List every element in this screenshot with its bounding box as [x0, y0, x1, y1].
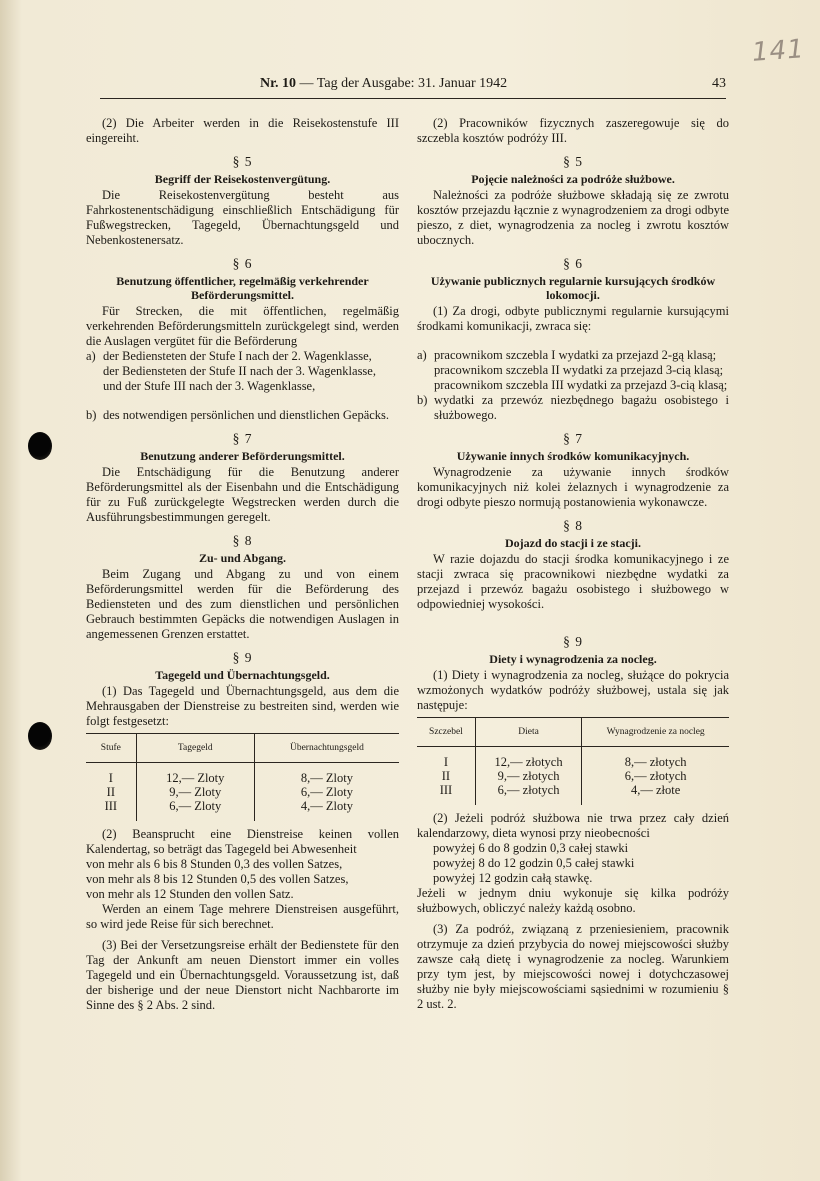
section-text: Należności za podróże służbowe składają się ze zwrotu kosztów przejazdu łącznie z wynagrodzeniem za drogi odbyte pieszo, z diet, wynagrodzenia za nocleg i zwrotu kosztów ubocznych.	[417, 188, 729, 247]
table-cell: II	[441, 769, 451, 783]
table-cell: 4,— złote	[582, 783, 729, 797]
table-cell: I	[108, 771, 113, 785]
list-text: wydatki za przewóz niezbędnego bagażu osobistego i służbowego.	[434, 393, 729, 422]
table-cell: 9,— złotych	[475, 769, 581, 783]
section-text: Die Reisekostenvergütung besteht aus Fahrkostenentschädigung einschließlich Entschädigung für Fußwegstrecken, Tagegeld, Übernachtungsgeld und Nebenkostenersatz.	[86, 188, 399, 247]
german-column	[86, 116, 399, 1013]
rates-table	[86, 733, 399, 821]
section-title: Używanie innych środków komunikacyjnych.	[456, 449, 690, 463]
section-text: (1) Das Tagegeld und Übernachtungsgeld, aus dem die Mehrausgaben der Dienstreise zu bestreiten sind, werden wie folgt festgesetzt:	[86, 684, 399, 728]
section-text: Für Strecken, die mit öffentlichen, regelmäßig verkehrenden Beförderungsmitteln zurückgelegt sind, werden die Auslagen vergütet für die Beförderung	[86, 304, 399, 348]
column-header: Übernachtungsgeld	[254, 734, 399, 763]
section-heading: § 8	[232, 533, 253, 548]
page-header	[100, 76, 726, 96]
table-cell: III	[104, 799, 118, 813]
issue-line	[260, 76, 507, 92]
column-header: Stufe	[86, 734, 136, 763]
list-continuation: pracownikom szczebla III wydatki za przejazd 3-cią klasą;	[434, 378, 728, 392]
list-continuation: und der Stufe III nach der 3. Wagenklasse,	[103, 379, 316, 393]
column-header: Szczebel	[417, 718, 475, 747]
section-title: Begriff der Reisekostenvergütung.	[154, 172, 331, 186]
column-header: Tagegeld	[136, 734, 254, 763]
list-continuation: pracownikom szczebla II wydatki za przejazd 3-cią klasą;	[434, 363, 724, 377]
punch-hole-top	[28, 432, 52, 460]
table-row	[86, 771, 399, 785]
table-cell: 12,— Zloty	[136, 771, 254, 785]
handwritten-annotation: 141	[751, 34, 806, 68]
rate-line: von mehr als 6 bis 8 Stunden 0,3 des vollen Satzes,	[86, 857, 343, 871]
section-heading: § 9	[232, 650, 253, 665]
rate-line: powyżej 6 do 8 godzin 0,3 całej stawki	[433, 841, 629, 855]
section-text: (2) Beansprucht eine Dienstreise keinen vollen Kalendertag, so beträgt das Tagegeld bei Abwesenheit	[86, 827, 399, 856]
section-heading: § 8	[563, 518, 583, 533]
section-text: W razie dojazdu do stacji środka komunikacyjnego i ze stacji zwraca się pracownikowi niezbędne wydatki za przejazd i przewóz bagażu osobistego i służbowego w odpowiedniej wysokości.	[417, 552, 729, 611]
section-heading: § 5	[232, 154, 253, 169]
table-cell: 12,— złotych	[475, 755, 581, 769]
section-title: Dojazd do stacji i ze stacji.	[505, 536, 641, 550]
section-text: (2) Jeżeli podróż służbowa nie trwa przez cały dzień kalendarzowy, dieta wynosi przy nieobecności	[417, 811, 729, 840]
rate-line: von mehr als 8 bis 12 Stunden 0,5 des vollen Satzes,	[86, 872, 349, 886]
enumerated-list	[417, 393, 729, 423]
table-cell: 9,— Zloty	[136, 785, 254, 799]
list-item	[417, 393, 729, 423]
table-cell: 6,— złotych	[475, 783, 581, 797]
table-row	[86, 799, 399, 813]
list-marker: a)	[417, 348, 427, 362]
section-title: Pojęcie należności za podróże służbowe.	[471, 172, 675, 186]
section-text: Werden an einem Tage mehrere Dienstreisen ausgeführt, so wird jede Reise für sich berechnet.	[86, 902, 399, 931]
header-rule	[100, 98, 726, 99]
section-text: (1) Diety i wynagrodzenia za nocleg, służące do pokrycia wzmożonych wydatków podróży służbowej, ustala się jak następuje:	[417, 668, 729, 712]
section-text: Beim Zugang und Abgang zu und von einem Beförderungsmittel werden für die Beförderung des Bediensteten und des zum dienstlichen und persönlichen Gebrauch bestimmten Gepäcks die notwendigen Auslagen in angemessenen Grenzen erstattet.	[86, 567, 399, 641]
section-title: Benutzung anderer Beförderungsmittel.	[140, 449, 345, 463]
section-title: Benutzung öffentlicher, regelmäßig verkehrender Beförderungsmittel.	[116, 274, 369, 302]
section-text: (3) Za podróż, związaną z przeniesieniem, pracownik otrzymuje za dzień przybycia do nowej miejscowości służby zawsze całą dietę i wynagrodzenie za nocleg. Warunkiem przy tym jest, by miejscowości nowej i dotychczasowej służby nie były miejscowościami sąsiednimi w rozumieniu § 2 ust. 2.	[417, 922, 729, 1011]
table-cell: 6,— Zloty	[136, 799, 254, 813]
intro-paragraph: (2) Die Arbeiter werden in die Reisekostenstufe III eingereiht.	[86, 116, 399, 145]
section-title: Używanie publicznych regularnie kursujących środków lokomocji.	[430, 274, 716, 302]
table-header-row	[417, 718, 729, 747]
list-item	[417, 348, 729, 363]
table-cell: I	[443, 755, 449, 769]
section-heading: § 7	[232, 431, 253, 446]
list-marker: a)	[86, 349, 96, 363]
enumerated-list	[417, 348, 729, 363]
section-heading: § 9	[563, 634, 583, 649]
column-header: Wynagrodzenie za nocleg	[582, 718, 729, 747]
column-header: Dieta	[475, 718, 581, 747]
table-row	[417, 755, 729, 769]
list-item	[86, 349, 399, 364]
issue-number: Nr. 10	[260, 76, 297, 91]
polish-column	[417, 116, 729, 1012]
enumerated-list	[86, 408, 399, 423]
rate-line: powyżej 12 godzin całą stawkę.	[433, 871, 593, 885]
section-title: Tagegeld und Übernachtungsgeld.	[155, 668, 330, 682]
page-number: 43	[712, 76, 726, 91]
table-cell: 6,— Zloty	[254, 785, 399, 799]
table-cell: III	[439, 783, 453, 797]
enumerated-list	[86, 349, 399, 364]
table-cell: 8,— złotych	[582, 755, 729, 769]
table-cell: 4,— Zloty	[254, 799, 399, 813]
table-row	[86, 785, 399, 799]
issue-date: — Tag der Ausgabe: 31. Januar 1942	[296, 76, 508, 91]
rates-table	[417, 717, 729, 805]
table-cell: II	[106, 785, 115, 799]
list-item	[86, 408, 399, 423]
table-header-row	[86, 734, 399, 763]
intro-paragraph: (2) Pracowników fizycznych zaszeregowuje się do szczebla kosztów podróży III.	[417, 116, 729, 145]
rate-line: von mehr als 12 Stunden den vollen Satz.	[86, 887, 294, 901]
list-text: der Bediensteten der Stufe I nach der 2. Wagenklasse,	[103, 349, 372, 363]
list-text: des notwendigen persönlichen und dienstlichen Gepäcks.	[103, 408, 390, 422]
section-heading: § 5	[563, 154, 583, 169]
list-continuation: der Bediensteten der Stufe II nach der 3. Wagenklasse,	[103, 364, 376, 378]
section-heading: § 6	[232, 256, 253, 271]
section-text: (3) Bei der Versetzungsreise erhält der Bedienstete für den Tag der Ankunft am neuen Dienstort immer ein volles Tagegeld und ein Übernachtungsgeld. Voraussetzung ist, daß der bisherige und der neue Dienstort nicht Nachbarorte im Sinne des § 2 Abs. 2 sind.	[86, 938, 399, 1012]
table-cell: 6,— złotych	[582, 769, 729, 783]
list-text: pracownikom szczebla I wydatki za przejazd 2-gą klasą;	[434, 348, 717, 362]
table-cell: 8,— Zloty	[254, 771, 399, 785]
list-marker: b)	[86, 408, 97, 422]
section-text: Wynagrodzenie za używanie innych środków komunikacyjnych niż kolei żelaznych i wynagrodzenie za drogi odbyte pieszo normują postanowienia wykonawcze.	[417, 465, 729, 509]
table-row	[417, 769, 729, 783]
section-title: Diety i wynagrodzenia za nocleg.	[489, 652, 657, 666]
list-marker: b)	[417, 393, 428, 407]
section-text: (1) Za drogi, odbyte publicznymi regularnie kursującymi środkami komunikacji, zwraca się:	[417, 304, 729, 333]
section-text: Jeżeli w jednym dniu wykonuje się kilka podróży służbowych, obliczyć należy każdą osobno.	[417, 886, 729, 915]
punch-hole-bottom	[28, 722, 52, 750]
section-text: Die Entschädigung für die Benutzung anderer Beförderungsmittel als der Eisenbahn und die Entschädigung für zu Fuß zurückgelegte Wegstrecken werden durch die Ausführungsbestimmungen geregelt.	[86, 465, 399, 524]
table-row	[417, 783, 729, 797]
section-heading: § 6	[563, 256, 583, 271]
rate-line: powyżej 8 do 12 godzin 0,5 całej stawki	[433, 856, 635, 870]
section-title: Zu- und Abgang.	[198, 551, 287, 565]
section-heading: § 7	[563, 431, 583, 446]
